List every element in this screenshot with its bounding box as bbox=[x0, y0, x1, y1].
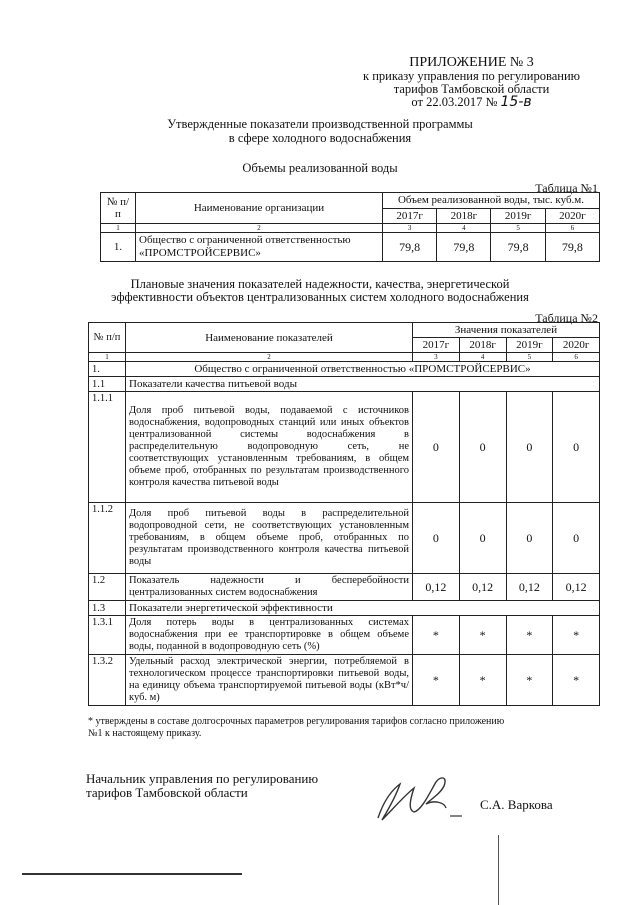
t2-col-num: 5 bbox=[506, 353, 553, 362]
t2-row-text: Доля потерь воды в централизованных системах водоснабжения при ее транспортировке в общем объеме воды, поданной в водопроводную сеть (%) bbox=[126, 616, 413, 655]
t1-year: 2017г bbox=[383, 209, 437, 224]
t2-value: * bbox=[506, 616, 553, 655]
t2-value: * bbox=[413, 655, 460, 706]
table-row bbox=[89, 616, 600, 655]
t2-row-no: 1.1 bbox=[89, 377, 126, 392]
t2-value: 0 bbox=[413, 392, 460, 503]
t2-value: 0,12 bbox=[413, 574, 460, 601]
t2-col-num: 2 bbox=[126, 353, 413, 362]
table1-heading: Объемы реализованной воды bbox=[242, 161, 398, 175]
t2-row-text: Доля проб питьевой воды, подаваемой с источников водоснабжения, водопроводных станций или иных объектов централизованной системы водоснабжения в распределительную водопроводную сеть, не соответствующих установленным требованиям, в общем объеме проб, отобранных по результатам производственного контроля качества питьевой воды bbox=[126, 392, 413, 503]
t2-value: 0 bbox=[506, 392, 553, 503]
t2-value: 0,12 bbox=[553, 574, 600, 601]
t1-value: 79,8 bbox=[437, 233, 491, 262]
t2-value: 0 bbox=[413, 503, 460, 574]
divider bbox=[22, 873, 242, 875]
appendix-line1: к приказу управления по регулированию bbox=[363, 69, 580, 83]
t2-value: * bbox=[413, 616, 460, 655]
t2-value: * bbox=[506, 655, 553, 706]
signatory-position: Начальник управления по регулированию тарифов Тамбовской области bbox=[86, 771, 319, 800]
table2-label: Таблица №2 bbox=[535, 311, 598, 325]
t2-col-num: 6 bbox=[553, 353, 600, 362]
t2-value: 0,12 bbox=[459, 574, 506, 601]
volume-table bbox=[100, 192, 600, 262]
t1-col-org: Наименование организации bbox=[136, 193, 383, 224]
appendix-title: ПРИЛОЖЕНИЕ № 3 bbox=[409, 55, 534, 70]
t1-value: 79,8 bbox=[491, 233, 545, 262]
t2-col-num: 3 bbox=[413, 353, 460, 362]
t1-col-num: 1 bbox=[101, 224, 136, 233]
t2-year: 2019г bbox=[506, 338, 553, 353]
table2-heading: Плановые значения показателей надежности, качества, энергетической эффективности объектов централизованных систем холодного водоснабжения bbox=[111, 277, 529, 304]
appendix-date: от 22.03.2017 № 15-в bbox=[411, 94, 532, 110]
t2-year: 2018г bbox=[459, 338, 506, 353]
t2-value: 0 bbox=[553, 392, 600, 503]
t2-row-no: 1.2 bbox=[89, 574, 126, 601]
t2-org-no: 1. bbox=[89, 362, 126, 377]
t2-row-text: Доля проб питьевой воды в распределительной водопроводной сети, не соответствующих установленным требованиям, в общем объеме проб, отобранных по результатам производственного контроля качества питьевой воды bbox=[126, 503, 413, 574]
t1-value: 79,8 bbox=[545, 233, 599, 262]
table-row bbox=[89, 503, 600, 574]
t1-row-no: 1. bbox=[101, 233, 136, 262]
divider bbox=[498, 835, 499, 905]
t2-section-text: Показатели качества питьевой воды bbox=[126, 377, 600, 392]
t2-value: * bbox=[459, 616, 506, 655]
appendix-header bbox=[363, 55, 580, 109]
t1-year: 2019г bbox=[491, 209, 545, 224]
footnote: * утверждены в составе долгосрочных параметров регулирования тарифов согласно приложению №1 к настоящему приказу. bbox=[88, 716, 505, 739]
t2-org-name: Общество с ограниченной ответственностью «ПРОМСТРОЙСЕРВИС» bbox=[126, 362, 600, 377]
t2-year: 2020г bbox=[553, 338, 600, 353]
t1-col-num: 6 bbox=[545, 224, 599, 233]
table-row bbox=[89, 362, 600, 377]
t2-row-no: 1.3.2 bbox=[89, 655, 126, 706]
t2-value: 0 bbox=[553, 503, 600, 574]
t2-col-no: № п/п bbox=[89, 323, 126, 353]
t1-col-num: 2 bbox=[136, 224, 383, 233]
t2-value: 0 bbox=[459, 503, 506, 574]
t2-col-num: 4 bbox=[459, 353, 506, 362]
t1-year: 2020г bbox=[545, 209, 599, 224]
t2-col-values: Значения показателей bbox=[413, 323, 600, 338]
table-row bbox=[89, 601, 600, 616]
t2-row-no: 1.3 bbox=[89, 601, 126, 616]
t1-year: 2018г bbox=[437, 209, 491, 224]
t1-col-volume: Объем реализованной воды, тыс. куб.м. bbox=[383, 193, 600, 209]
t2-year: 2017г bbox=[413, 338, 460, 353]
t2-value: * bbox=[459, 655, 506, 706]
handwritten-signature-icon bbox=[370, 770, 470, 830]
t1-value: 79,8 bbox=[383, 233, 437, 262]
table-row bbox=[89, 377, 600, 392]
table-row bbox=[101, 233, 600, 262]
t2-value: * bbox=[553, 655, 600, 706]
t1-col-no: № п/п bbox=[101, 193, 136, 224]
t1-row-org: Общество с ограниченной ответственностью «ПРОМСТРОЙСЕРВИС» bbox=[136, 233, 383, 262]
t2-section-text: Показатели энергетической эффективности bbox=[126, 601, 600, 616]
t2-row-text: Удельный расход электрической энергии, потребляемой в технологическом процессе транспортировки питьевой воды, на единицу объема транспортируемой питьевой воды (кВт*ч/куб. м) bbox=[126, 655, 413, 706]
t2-value: * bbox=[553, 616, 600, 655]
table-row bbox=[89, 392, 600, 503]
t2-row-no: 1.3.1 bbox=[89, 616, 126, 655]
t2-row-no: 1.1.2 bbox=[89, 503, 126, 574]
document-title: Утвержденные показатели производственной программы в сфере холодного водоснабжения bbox=[167, 117, 473, 145]
t1-col-num: 3 bbox=[383, 224, 437, 233]
t2-value: 0 bbox=[459, 392, 506, 503]
t2-row-no: 1.1.1 bbox=[89, 392, 126, 503]
table-row bbox=[89, 574, 600, 601]
appendix-line2: тарифов Тамбовской области bbox=[393, 82, 550, 96]
t2-col-name: Наименование показателей bbox=[126, 323, 413, 353]
table1-label: Таблица №1 bbox=[535, 181, 598, 195]
indicators-table bbox=[88, 322, 600, 706]
t2-col-num: 1 bbox=[89, 353, 126, 362]
t1-col-num: 4 bbox=[437, 224, 491, 233]
signatory-name: С.А. Варкова bbox=[480, 797, 553, 812]
t2-row-text: Показатель надежности и бесперебойности централизованных систем водоснабжения bbox=[126, 574, 413, 601]
t1-col-num: 5 bbox=[491, 224, 545, 233]
t2-value: 0,12 bbox=[506, 574, 553, 601]
t2-value: 0 bbox=[506, 503, 553, 574]
table-row bbox=[89, 655, 600, 706]
order-number: 15-в bbox=[500, 94, 532, 110]
